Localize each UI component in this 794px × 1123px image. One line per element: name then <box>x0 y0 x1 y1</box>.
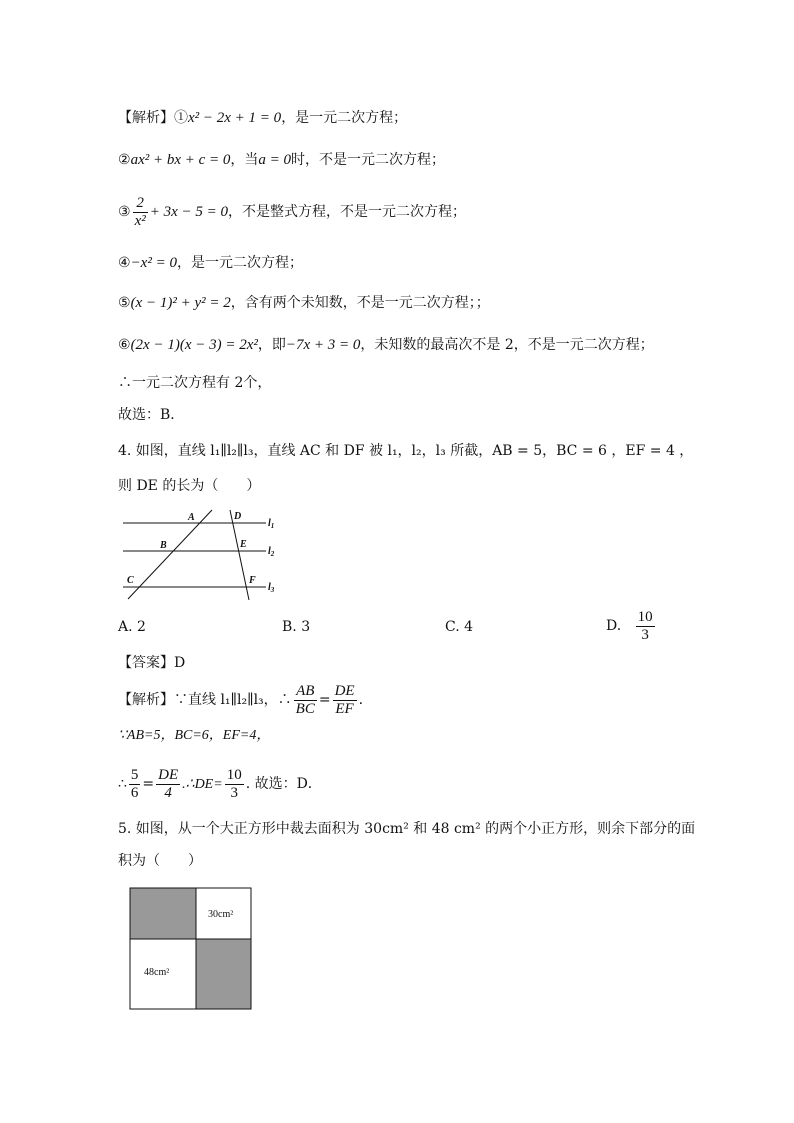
fraction-5-6 <box>129 767 141 802</box>
numerator: 10 <box>637 608 653 625</box>
analysis-text: ，是一元二次方程； <box>281 110 408 126</box>
label-c: C <box>127 575 134 586</box>
option-d-label: D. <box>606 618 622 634</box>
option-d-fraction <box>636 609 655 644</box>
analysis-text: ，当 <box>230 152 259 168</box>
q5-stem-line-2: 积为（ ） <box>118 853 202 869</box>
denominator: x² <box>134 212 146 229</box>
solution-text: .∴DE= <box>182 777 223 792</box>
item-number: ④ <box>118 255 131 271</box>
analysis-text: ，不是整式方程，不是一元二次方程； <box>228 204 466 220</box>
q4-stem-line-1: 4. 如图，直线 l₁∥l₂∥l₃，直线 AC 和 DF 被 l₁，l₂，l₃ 所截，AB = 5，BC = 6 ，EF = 4 ， <box>118 443 694 459</box>
fraction <box>133 195 148 230</box>
equation-2: ax² + bx + c = 0 <box>130 152 231 168</box>
q4-solution-line-3 <box>118 764 322 805</box>
equation-6b: −7x + 3 = 0 <box>285 337 361 353</box>
fraction-de-4 <box>156 767 180 802</box>
label-l3: $l_3$ <box>268 582 275 594</box>
item-number: ⑥ <box>118 337 131 353</box>
equals-sign: = <box>142 776 155 792</box>
analysis-conclusion: ∴一元二次方程有 2个， <box>118 375 272 391</box>
analysis-line-6 <box>118 335 654 355</box>
denominator: 3 <box>641 626 649 643</box>
analysis-label: 【解析】① <box>118 110 188 126</box>
parallel-lines-figure <box>118 505 288 605</box>
denominator: BC <box>295 700 315 717</box>
q4-solution-line-2: ∵AB=5，BC=6，EF=4， <box>118 728 271 743</box>
shaded-region-bottom-right <box>196 939 251 1009</box>
label-30cm2: 30cm² <box>208 909 234 920</box>
numerator: 10 <box>226 766 242 783</box>
fraction-10-3 <box>225 767 244 802</box>
label-f: F <box>249 575 256 586</box>
condition: a = 0 <box>258 152 292 168</box>
numerator: DE <box>158 766 179 783</box>
numerator: DE <box>334 682 355 699</box>
equation-6: (2x − 1)(x − 3) = 2x² <box>130 337 258 353</box>
item-number: ③ <box>118 204 131 220</box>
period: . <box>358 692 364 708</box>
option-a: A. 2 <box>118 619 146 635</box>
numerator: AB <box>294 683 317 701</box>
q5-stem-line-1: 5. 如图，从一个大正方形中裁去面积为 30cm² 和 48 cm² 的两个小正方形，则余下部分的面 <box>118 821 696 837</box>
numerator: 2 <box>133 195 148 213</box>
q4-stem-line-2: 则 DE 的长为（ ） <box>118 478 261 494</box>
label-48cm2: 48cm² <box>144 967 170 978</box>
equation-3: + 3x − 5 = 0 <box>149 204 228 220</box>
denominator: EF <box>335 700 354 717</box>
analysis-text: ，未知数的最高次不是 2，不是一元二次方程； <box>360 337 654 353</box>
denominator: 4 <box>164 784 172 801</box>
solution-text: 【解析】∵直线 l₁∥l₂∥l₃，∴ <box>118 692 292 708</box>
equation-1: x² − 2x + 1 = 0 <box>188 110 282 126</box>
denominator: 3 <box>230 784 238 801</box>
label-a: A <box>188 512 195 523</box>
equation-4: −x² = 0 <box>130 255 177 271</box>
denominator: 6 <box>130 784 139 801</box>
equation-5: (x − 1)² + y² = 2 <box>130 295 231 311</box>
therefore-sign: ∴ <box>118 776 127 792</box>
analysis-line-3 <box>118 192 466 232</box>
analysis-line-4 <box>118 253 303 273</box>
item-number: ② <box>118 152 131 168</box>
label-d: D <box>234 511 242 522</box>
shaded-region-top-left <box>130 888 196 939</box>
square-figure <box>128 886 254 1012</box>
fraction-de-ef <box>333 683 357 718</box>
label-b: B <box>160 540 167 551</box>
analysis-text: ，即 <box>257 337 286 353</box>
numerator: 5 <box>130 766 139 783</box>
analysis-line-1 <box>118 108 407 128</box>
solution-text: . 故选：D． <box>245 776 322 792</box>
analysis-line-5 <box>118 293 490 313</box>
analysis-text: ，是一元二次方程； <box>176 255 303 271</box>
label-e: E <box>240 539 247 550</box>
analysis-text: 时，不是一元二次方程； <box>291 152 446 168</box>
analysis-line-2 <box>118 150 445 170</box>
label-l2: $l_2$ <box>268 546 275 558</box>
option-d <box>606 606 657 646</box>
option-b: B. 3 <box>282 619 311 635</box>
analysis-text: ，含有两个未知数，不是一元二次方程；； <box>230 295 490 311</box>
q4-solution-line-1 <box>118 680 363 720</box>
item-number: ⑤ <box>118 295 131 311</box>
option-c: C. 4 <box>445 619 474 635</box>
label-l1: $l_1$ <box>268 518 275 530</box>
equals-sign: = <box>318 692 331 708</box>
fraction-ab-bc <box>294 683 317 718</box>
analysis-choice: 故选：B． <box>118 407 185 423</box>
q4-answer: 【答案】D <box>118 655 186 671</box>
